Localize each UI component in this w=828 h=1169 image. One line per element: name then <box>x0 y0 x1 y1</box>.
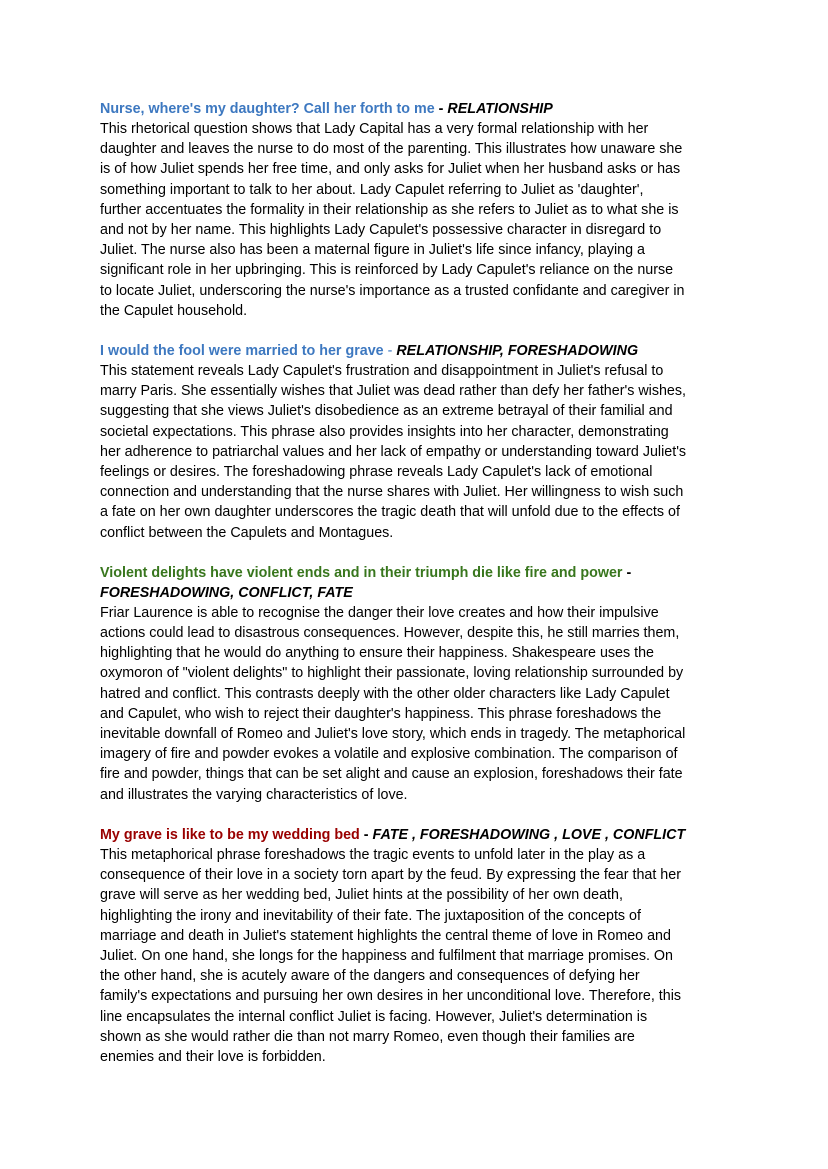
paragraph-line: marry Paris. She essentially wishes that Juliet was dead rather than defy her father's wishes, <box>100 383 686 400</box>
analysis-paragraph <box>100 845 732 1067</box>
paragraph-line: daughter and leaves the nurse to do most of the parenting. This illustrates how unaware she <box>100 141 683 158</box>
paragraph-line: grave will serve as her wedding bed, Juliet hints at the possibility of her own death, <box>100 887 623 904</box>
paragraph-line: inevitable downfall of Romeo and Juliet's love story, which ends in tragedy. The metaphorical <box>100 726 686 743</box>
paragraph-line: feelings or desires. The foreshadowing phrase reveals Lady Capulet's lack of emotional <box>100 464 653 481</box>
paragraph-line: the Capulet household. <box>100 302 248 319</box>
analysis-section-relationship-nurse <box>100 99 732 321</box>
paragraph-line: This metaphorical phrase foreshadows the tragic events to unfold later in the play as a <box>100 846 646 863</box>
paragraph-line: something important to talk to her about. Lady Capulet referring to Juliet as 'daughter', <box>100 181 644 198</box>
paragraph-line: imagery of fire and powder evokes a volatile and explosive combination. The comparison of <box>100 746 678 763</box>
quote-text: My grave is like to be my wedding bed <box>100 826 360 843</box>
document-page <box>100 99 732 1087</box>
quote-text: I would the fool were married to her grave <box>100 343 384 360</box>
quote-text: Violent delights have violent ends and in their triumph die like fire and power <box>100 564 623 581</box>
section-heading <box>100 341 732 361</box>
heading-separator: - <box>434 101 448 117</box>
paragraph-line: shown as she would rather die than not marry Romeo, even though their families are <box>100 1028 635 1045</box>
analysis-section-violent-delights <box>100 563 732 805</box>
paragraph-line: the other hand, she is acutely aware of the dangers and consequences of defying her <box>100 968 640 985</box>
paragraph-line: conflict between the Capulets and Montagues. <box>100 524 394 541</box>
paragraph-line: highlighting the irony and inevitability of their fate. The juxtaposition of the concepts of <box>100 907 641 924</box>
section-heading <box>100 99 732 119</box>
heading-separator: - <box>383 343 397 360</box>
paragraph-line: fire and powder, things that can be set alight and cause an explosion, foreshadows their fate <box>100 766 683 783</box>
paragraph-line: significant role in her upbringing. This is reinforced by Lady Capulet's reliance on the nurse <box>100 262 674 279</box>
paragraph-line: suggesting that she views Juliet's disobedience as an extreme betrayal of their familial and <box>100 403 673 420</box>
section-heading <box>100 825 732 845</box>
paragraph-line: oxymoron of "violent delights" to highlight their passionate, loving relationship surrounded by <box>100 665 684 682</box>
theme-tags: FATE , FORESHADOWING , LOVE , CONFLICT <box>372 826 686 843</box>
paragraph-line: further accentuates the formality in their relationship as she refers to Juliet as to what she is <box>100 201 679 218</box>
paragraph-line: highlighting that he would do anything to ensure their happiness. Shakespeare uses the <box>100 645 654 662</box>
paragraph-line: This statement reveals Lady Capulet's frustration and disappointment in Juliet's refusal to <box>100 363 664 380</box>
heading-separator: - <box>622 564 632 581</box>
paragraph-line: a fate on her own daughter underscores the tragic death that will unfold due to the effects of <box>100 504 680 521</box>
paragraph-line: Friar Laurence is able to recognise the danger their love creates and how their impulsive <box>100 604 659 621</box>
analysis-paragraph <box>100 603 732 805</box>
paragraph-line: marriage and death in Juliet's statement highlights the central theme of love in Romeo and <box>100 927 671 944</box>
paragraph-line: to locate Juliet, underscoring the nurse's importance as a trusted confidante and caregiver in <box>100 282 685 299</box>
paragraph-line: This rhetorical question shows that Lady Capital has a very formal relationship with her <box>100 121 649 137</box>
paragraph-line: societal expectations. This phrase also provides insights into her character, demonstrating <box>100 423 669 440</box>
analysis-paragraph <box>100 119 732 321</box>
paragraph-line: actions could lead to disastrous consequences. However, despite this, he still marries them, <box>100 625 680 642</box>
paragraph-line: line encapsulates the internal conflict Juliet is facing. However, Juliet's determination is <box>100 1008 648 1025</box>
paragraph-line: and not by her name. This highlights Lady Capulet's possessive character in disregard to <box>100 222 662 239</box>
paragraph-line: her adherence to patriarchal values and her lack of empathy or understanding toward Juliet's <box>100 443 687 460</box>
theme-tags: FORESHADOWING, CONFLICT, FATE <box>100 584 353 601</box>
theme-tags: RELATIONSHIP <box>447 101 553 117</box>
paragraph-line: Juliet. The nurse also has been a maternal figure in Juliet's life since infancy, playing a <box>100 242 645 259</box>
paragraph-line: is of how Juliet spends her free time, and only asks for Juliet when her husband asks or has <box>100 161 681 178</box>
paragraph-line: consequence of their love in a society torn apart by the feud. By expressing the fear that her <box>100 867 681 884</box>
analysis-section-fool-married-grave <box>100 341 732 543</box>
paragraph-line: hatred and conflict. This contrasts deeply with the other older characters like Lady Capulet <box>100 685 670 702</box>
paragraph-line: and Capulet, who wish to reject their daughter's happiness. This phrase foreshadows the <box>100 705 662 722</box>
section-heading <box>100 563 732 603</box>
quote-text: Nurse, where's my daughter? Call her forth to me <box>100 101 435 117</box>
theme-tags: RELATIONSHIP, FORESHADOWING <box>396 343 639 360</box>
analysis-paragraph <box>100 361 732 543</box>
paragraph-line: enemies and their love is forbidden. <box>100 1048 326 1065</box>
heading-separator: - <box>359 826 373 843</box>
analysis-section-wedding-bed <box>100 825 732 1067</box>
paragraph-line: Juliet. On one hand, she longs for the happiness and fulfilment that marriage promises. On <box>100 947 673 964</box>
paragraph-line: family's expectations and pursuing her own desires in her unconditional love. Therefore, this <box>100 988 682 1005</box>
paragraph-line: connection and understanding that the nurse shares with Juliet. Her willingness to wish such <box>100 484 684 501</box>
paragraph-line: and illustrates the varying characteristics of love. <box>100 786 408 803</box>
